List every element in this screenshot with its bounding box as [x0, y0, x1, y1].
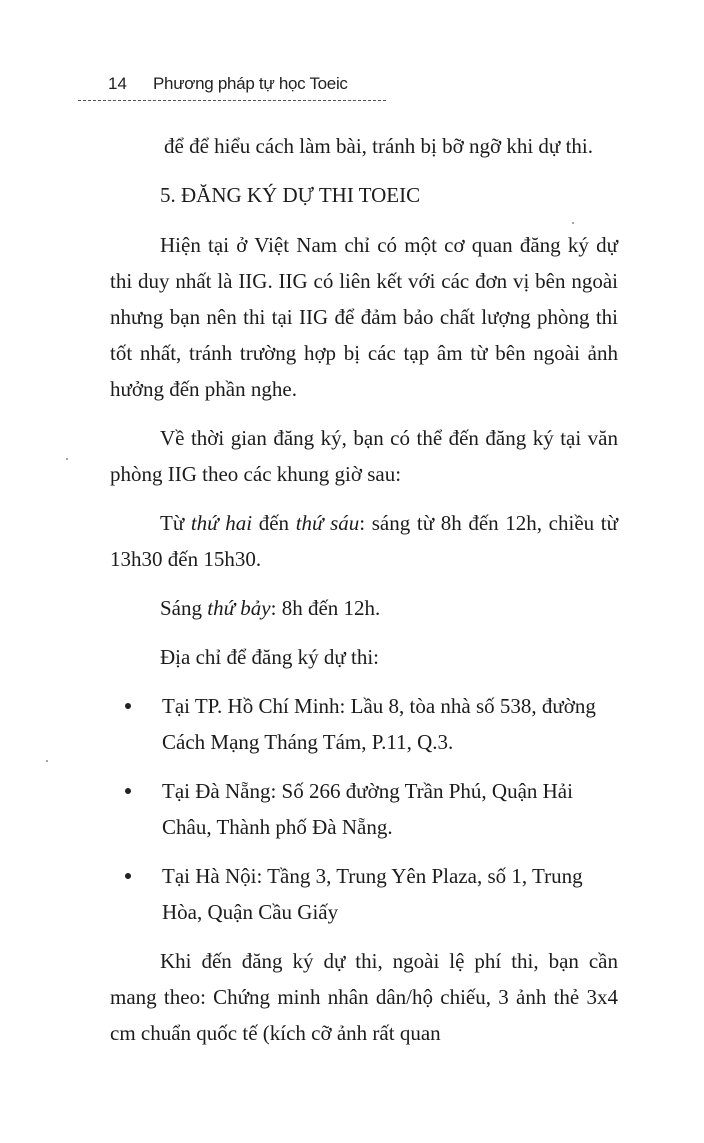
saturday-text-after: : 8h đến 12h.	[270, 596, 381, 620]
paragraph-continuation: để để hiểu cách làm bài, tránh bị bỡ ngỡ khi dự thi.	[164, 134, 593, 158]
weekday-text-before: Từ	[160, 511, 191, 535]
page-body	[110, 128, 618, 1064]
address-list	[110, 688, 618, 930]
weekday-text-mid: đến	[252, 511, 296, 535]
list-item: Tại Hà Nội: Tầng 3, Trung Yên Plaza, số 1, Trung Hòa, Quận Cầu Giấy	[110, 858, 618, 930]
paragraph-registration-time: Về thời gian đăng ký, bạn có thể đến đăng ký tại văn phòng IIG theo các khung giờ sau:	[110, 426, 618, 486]
paragraph-saturday-hours	[110, 590, 618, 626]
weekday-start: thứ hai	[190, 511, 253, 535]
page-number: 14	[108, 74, 127, 93]
book-title: Phương pháp tự học Toeic	[153, 74, 348, 93]
paragraph-documents: Khi đến đăng ký dự thi, ngoài lệ phí thi, bạn cần mang theo: Chứng minh nhân dân/hộ chiếu, 3 ảnh thẻ 3x4 cm chuẩn quốc tế (kích cỡ ảnh rất quan	[110, 949, 618, 1045]
running-header	[78, 74, 386, 101]
saturday-label: thứ bảy	[207, 596, 271, 620]
weekday-text-after: : sáng từ 8h đến 12h, chiều từ 13h30 đến 15h30.	[110, 511, 619, 571]
saturday-text-before: Sáng	[160, 596, 208, 620]
paragraph-weekday-hours	[110, 505, 618, 577]
list-item: Tại TP. Hồ Chí Minh: Lầu 8, tòa nhà số 538, đường Cách Mạng Tháng Tám, P.11, Q.3.	[110, 688, 618, 760]
section-heading: 5. ĐĂNG KÝ DỰ THI TOEIC	[160, 183, 421, 207]
scan-speck	[572, 222, 574, 224]
scan-speck	[66, 458, 68, 460]
weekday-end: thứ sáu	[295, 511, 360, 535]
paragraph-registration-office: Hiện tại ở Việt Nam chỉ có một cơ quan đăng ký dự thi duy nhất là IIG. IIG có liên kết với các đơn vị bên ngoài nhưng bạn nên thi tại IIG để đảm bảo chất lượng phòng thi tốt nhất, tránh trường hợp bị các tạp âm từ bên ngoài ảnh hưởng đến phần nghe.	[110, 233, 618, 401]
list-item: Tại Đà Nẵng: Số 266 đường Trần Phú, Quận Hải Châu, Thành phố Đà Nẵng.	[110, 773, 618, 845]
paragraph-address-intro: Địa chỉ để đăng ký dự thi:	[160, 645, 380, 669]
scan-speck	[46, 760, 48, 762]
